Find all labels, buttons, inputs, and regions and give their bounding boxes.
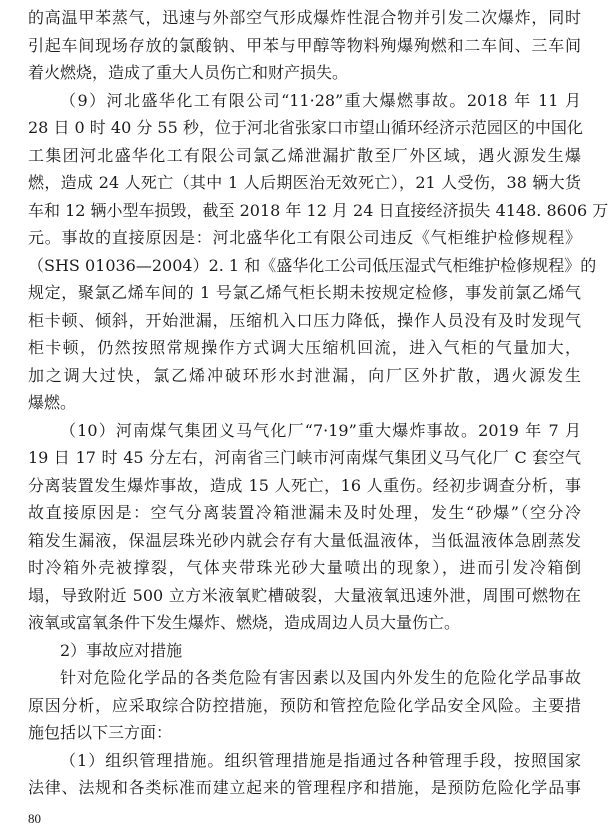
section-heading-text: 2）事故应对措施 (60, 640, 183, 660)
text-line: 塌，导致附近 500 立方米液氧贮槽破裂，大量液氧迅速外泄，周围可燃物在 (28, 585, 581, 605)
text-line: 分离装置发生爆炸事故，造成 15 人死亡，16 人重伤。经初步调查分析，事 (28, 475, 581, 495)
text-line: 加之调大过快，氯乙烯冲破环形水封泄漏，向厂区外扩散，遇火源发生 (28, 365, 581, 385)
paragraph-continuation (28, 4, 581, 87)
text-line: 元。事故的直接原因是：河北盛华化工有限公司违反《气柜维护检修规程》 (28, 228, 581, 247)
text-line: 的高温甲苯蒸气，迅速与外部空气形成爆炸性混合物并引发二次爆炸，同时 (28, 8, 581, 27)
section-heading (28, 637, 581, 665)
text-line: 爆燃。 (28, 393, 77, 412)
text-line: 原因分析，应采取综合防控措施，预防和管控危险化学品安全风险。主要措 (28, 695, 581, 715)
text-line: 柜卡顿，仍然按照常规操作方式调大压缩机回流，进入气柜的气量加大， (28, 338, 581, 357)
text-line: 28 日 0 时 40 分 55 秒，位于河北省张家口市望山循环经济示范园区的中国化 (28, 118, 583, 137)
text-line: 故直接原因是：空气分离装置冷箱泄漏未及时处理，发生“砂爆”（空分冷 (28, 503, 581, 522)
text-line: 柜卡顿、倾斜，开始泄漏，压缩机入口压力降低，操作人员没有及时发现气 (28, 310, 581, 330)
text-line: 引起车间现场存放的氯酸钠、甲苯与甲醇等物料殉爆殉燃和二车间、三车间 (28, 35, 581, 55)
text-line: 规定，聚氯乙烯车间的 1 号氯乙烯气柜长期未按规定检修，事发前氯乙烯气 (28, 283, 581, 302)
text-line: （10）河南煤气集团义马气化厂“7·19”重大爆炸事故。2019 年 7 月 (60, 420, 581, 440)
document-body (28, 4, 608, 802)
text-line: 法律、法规和各类标准而建立起来的管理程序和措施，是预防危险化学品事 (28, 778, 581, 797)
text-line: 针对危险化学品的各类危险有害因素以及国内外发生的危险化学品事故 (60, 668, 581, 687)
paragraph-case-9 (28, 87, 608, 417)
text-line: 时冷箱外壳被撑裂，气体夹带珠光砂大量喷出的现象），进而引发冷箱倒 (28, 558, 581, 577)
text-line: 工集团河北盛华化工有限公司氯乙烯泄漏扩散至厂外区域，遇火源发生爆 (28, 145, 581, 165)
text-line: （1）组织管理措施。组织管理措施是指通过各种管理手段，按照国家 (60, 750, 581, 770)
paragraph-case-10 (28, 417, 581, 637)
text-line: 液氧或富氧条件下发生爆炸、燃烧，造成周边人员大量伤亡。 (28, 613, 461, 632)
paragraph-measure-1 (28, 747, 581, 802)
page-number: 80 (28, 811, 41, 826)
text-line: 着火燃烧，造成了重大人员伤亡和财产损失。 (28, 63, 349, 82)
text-line: 燃，造成 24 人死亡（其中 1 人后期医治无效死亡），21 人受伤，38 辆大货 (28, 173, 581, 192)
text-line: 箱发生漏液，保温层珠光砂内就会存有大量低温液体，当低温液体急剧蒸发 (28, 530, 581, 550)
text-line: （SHS 01036—2004）2. 1 和《盛华化工公司低压湿式气柜维护检修规程》的 (28, 255, 597, 275)
text-line: （9）河北盛华化工有限公司“11·28”重大爆燃事故。2018 年 11 月 (60, 90, 581, 110)
text-line: 车和 12 辆小型车损毁，截至 2018 年 12 月 24 日直接经济损失 4148. 8606 万 (28, 200, 608, 220)
paragraph-intro (28, 664, 581, 747)
text-line: 19 日 17 时 45 分左右，河南省三门峡市河南煤气集团义马气化厂 C 套空气 (28, 448, 581, 467)
text-line: 施包括以下三方面： (28, 723, 173, 742)
